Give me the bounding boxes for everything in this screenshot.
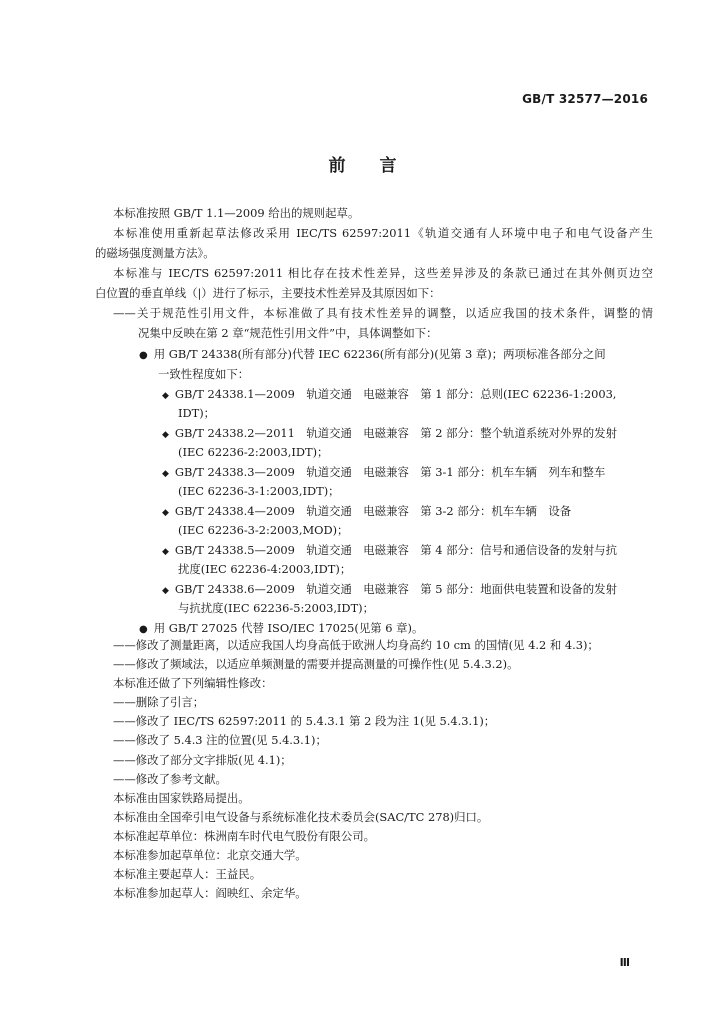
paragraph-proposer: 本标准由国家铁路局提出。 [113, 791, 250, 805]
title-char-2: 言 [379, 156, 397, 176]
standard-code: GB/T 32577—2016 [522, 92, 648, 106]
dash-item-editorial-5: ——修改了参考文献。 [113, 772, 227, 786]
dash-item-frequency-domain: ——修改了频域法，以适应单频测量的需要并提高测量的可操作性(见 5.4.3.2)。 [113, 657, 519, 671]
page-title [0, 151, 725, 176]
bullet-item-gbt27025 [139, 621, 423, 637]
sub-item-text: GB/T 24338.5—2009 轨道交通 电磁兼容 第 4 部分：信号和通信设备的发射与抗 [174, 543, 617, 557]
bullet-dot-icon: ● [139, 624, 148, 635]
dash-item-measurement-distance: ——修改了测量距离，以适应我国人均身高低于欧洲人均身高约 10 cm 的国情(见 4.2 和 4.3)； [113, 638, 599, 652]
diamond-bullet-icon: ◆ [162, 391, 169, 401]
sub-item-part5-line2: 与抗扰度(IEC 62236-5:2003,IDT)； [178, 601, 374, 615]
paragraph-committee: 本标准由全国牵引电气设备与系统标准化技术委员会(SAC/TC 278)归口。 [113, 810, 489, 824]
sub-item-part4-line2: 扰度(IEC 62236-4:2003,IDT)； [178, 562, 352, 576]
bullet-item-gbt24338 [139, 347, 606, 363]
paragraph-adoption-line1: 本标准使用重新起草法修改采用 IEC/TS 62597:2011《轨道交通有人环境中电子和电气设备产生 [113, 226, 653, 240]
paragraph-differences-line1: 本标准与 IEC/TS 62597:2011 相比存在技术性差异，这些差异涉及的条款已通过在其外侧页边空 [113, 266, 653, 280]
dash-item-normative-refs-line2: 况集中反映在第 2 章“规范性引用文件”中，具体调整如下： [138, 326, 438, 340]
bullet-item-text: 用 GB/T 27025 代替 ISO/IEC 17025(见第 6 章)。 [153, 621, 424, 635]
page-number: Ⅲ [619, 956, 630, 969]
sub-item-part2 [162, 426, 617, 442]
bullet-item-text: 用 GB/T 24338(所有部分)代替 IEC 62236(所有部分)(见第 3 章)；两项标准各部分之间 [153, 347, 606, 361]
paragraph-participating-unit: 本标准参加起草单位：北京交通大学。 [113, 848, 307, 862]
paragraph-differences-line2: 白位置的垂直单线（|）进行了标示，主要技术性差异及其原因如下： [95, 286, 441, 300]
sub-item-text: GB/T 24338.1—2009 轨道交通 电磁兼容 第 1 部分：总则(IEC 62236-1:2003, [174, 387, 617, 401]
dash-item-editorial-1: ——删除了引言； [113, 695, 205, 709]
sub-item-part3-1-line2: (IEC 62236-3-1:2003,IDT)； [178, 484, 340, 498]
sub-item-part3-2-line2: (IEC 62236-3-2:2003,MOD)； [178, 523, 349, 537]
sub-item-part3-2 [162, 504, 571, 520]
paragraph-main-drafter: 本标准主要起草人：王益民。 [113, 867, 262, 881]
sub-item-part1 [162, 387, 616, 403]
diamond-bullet-icon: ◆ [162, 469, 169, 479]
paragraph-participating-drafters: 本标准参加起草人：阎映红、余定华。 [113, 886, 307, 900]
diamond-bullet-icon: ◆ [162, 547, 169, 557]
dash-item-editorial-2: ——修改了 IEC/TS 62597:2011 的 5.4.3.1 第 2 段为注 1(见 5.4.3.1)； [113, 714, 496, 728]
paragraph-editorial-changes: 本标准还做了下列编辑性修改： [113, 676, 273, 690]
title-char-1: 前 [328, 156, 346, 176]
dash-item-editorial-3: ——修改了 5.4.3 注的位置(见 5.4.3.1)； [113, 733, 327, 747]
sub-item-part5 [162, 582, 617, 598]
sub-item-part1-line2: IDT)； [178, 406, 216, 420]
paragraph-drafting-rules: 本标准按照 GB/T 1.1—2009 给出的规则起草。 [113, 206, 360, 220]
bullet-dot-icon: ● [139, 350, 148, 361]
bullet-item-gbt24338-line2: 一致性程度如下： [158, 367, 250, 381]
diamond-bullet-icon: ◆ [162, 586, 169, 596]
diamond-bullet-icon: ◆ [162, 430, 169, 440]
sub-item-text: GB/T 24338.4—2009 轨道交通 电磁兼容 第 3-2 部分：机车车辆 设备 [174, 504, 572, 518]
paragraph-drafting-unit: 本标准起草单位：株洲南车时代电气股份有限公司。 [113, 829, 375, 843]
sub-item-text: GB/T 24338.2—2011 轨道交通 电磁兼容 第 2 部分：整个轨道系统对外界的发射 [174, 426, 617, 440]
dash-item-editorial-4: ——修改了部分文字排版(见 4.1)； [113, 753, 292, 767]
diamond-bullet-icon: ◆ [162, 508, 169, 518]
sub-item-text: GB/T 24338.3—2009 轨道交通 电磁兼容 第 3-1 部分：机车车辆 列车和整车 [174, 465, 606, 479]
paragraph-adoption-line2: 的磁场强度测量方法》。 [95, 246, 215, 260]
sub-item-part3-1 [162, 465, 605, 481]
sub-item-part2-line2: (IEC 62236-2:2003,IDT)； [178, 445, 329, 459]
dash-item-normative-refs-line1: ——关于规范性引用文件，本标准做了具有技术性差异的调整，以适应我国的技术条件，调整的情 [113, 306, 653, 320]
sub-item-text: GB/T 24338.6—2009 轨道交通 电磁兼容 第 5 部分：地面供电装置和设备的发射 [174, 582, 617, 596]
sub-item-part4 [162, 543, 617, 559]
